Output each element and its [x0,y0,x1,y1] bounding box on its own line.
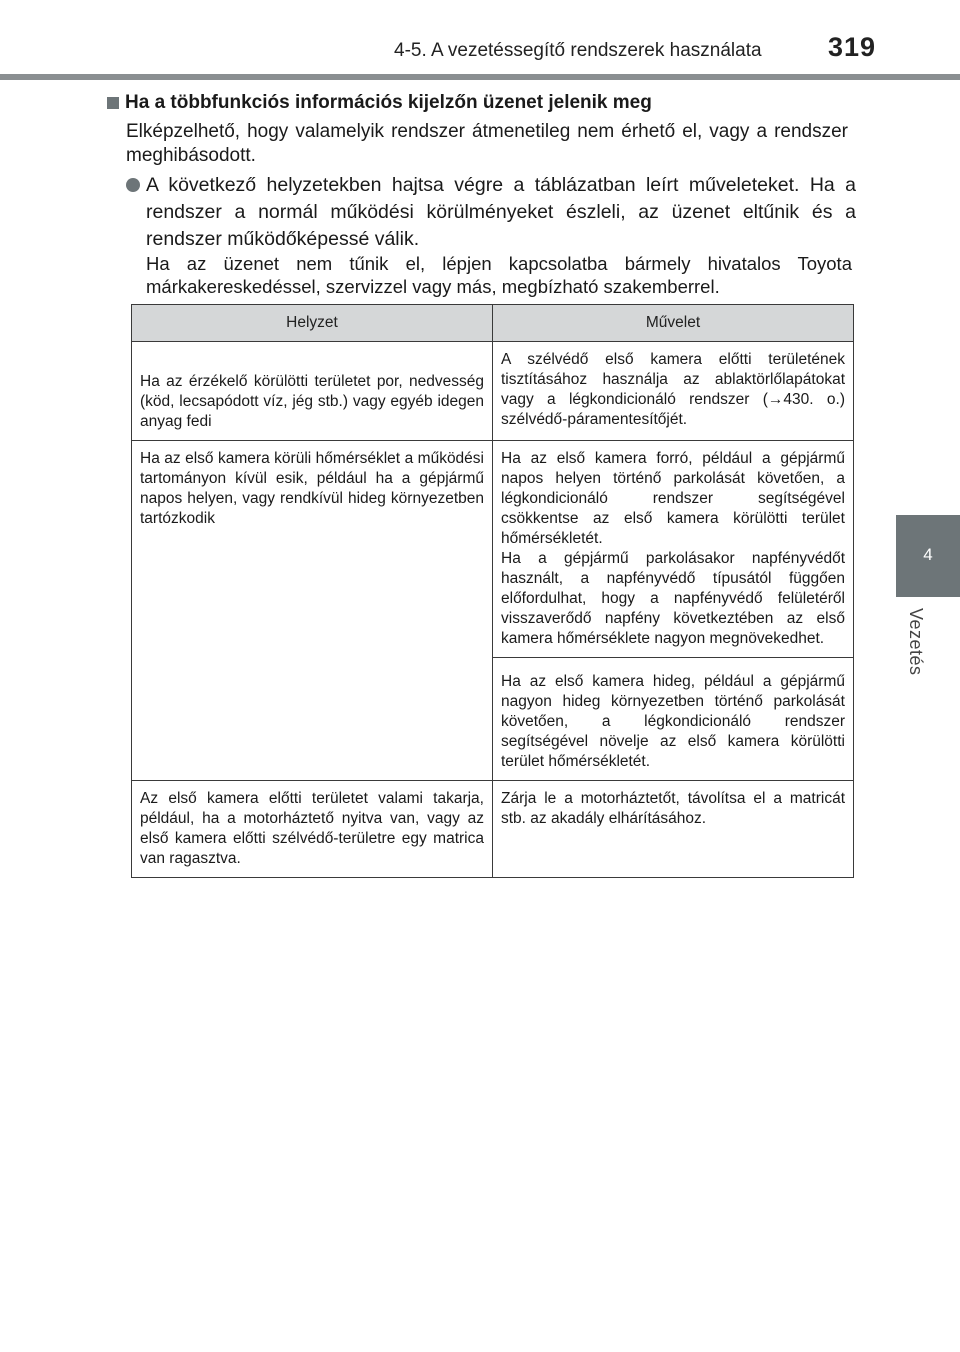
table-row [132,342,854,441]
table-row [132,781,854,878]
section-heading [107,92,652,114]
bullet-paragraph [126,172,856,253]
header-divider [0,74,960,80]
chapter-label: Vezetés [906,608,926,676]
section-heading-text: Ha a többfunkciós információs kijelzőn üzenet jelenik meg [125,92,652,113]
bullet-text: A következő helyzetekben hajtsa végre a táblázatban leírt műveleteket. Ha a rendszer a normál működési körülményeket észleli, az üzenet eltűnik és a rendszer működőképessé válik. [146,174,856,250]
note-paragraph: Ha az üzenet nem tűnik el, lépjen kapcsolatba bármely hivatalos Toyota márkakereskedéssel, szervizzel vagy más, megbízható szakemberrel. [146,253,852,297]
table-cell-situation: Ha az első kamera körüli hőmérséklet a működési tartományon kívül esik, például ha a gépjármű napos helyen, vagy rendkívül hideg környezetben tartózkodik [132,441,493,781]
intro-paragraph: Elképzelhető, hogy valamelyik rendszer átmenetileg nem érhető el, vagy a rendszer meghibásodott. [126,121,848,166]
column-header-situation: Helyzet [132,305,493,342]
chapter-tab [896,515,960,597]
table-cell-action: Zárja le a motorháztetőt, távolítsa el a matricát stb. az akadály elhárításához. [493,781,854,878]
table-header-row [132,305,854,342]
action-paragraph: Ha a gépjármű parkolásakor napfényvédőt használt, a napfényvédő típusától függően előfordulhat, hogy a napfényvédő felületéről visszaverődő napfény következtében az első kamera hőmérséklete nagyon megnövekedhet. [501,550,845,647]
circle-bullet-icon [126,178,140,192]
column-header-action: Művelet [493,305,854,342]
situation-action-table [131,304,854,878]
page-number: 319 [828,32,877,62]
chapter-number: 4 [923,545,933,564]
square-bullet-icon [107,97,119,109]
table-cell-action: A szélvédő első kamera előtti területének tisztításához használja az ablaktörlőlapátokat vagy a légkondicionáló rendszer (→430. o.) szélvédő-páramentesítőjét. [493,342,854,441]
table-cell-action: Ha az első kamera hideg, például a gépjármű nagyon hideg környezetben történő parkolását követően, a légkondicionáló rendszer segítségével növelje az első kamera körülötti terület hőmérsékletét. [493,658,854,781]
table-cell-situation: Az első kamera előtti területet valami takarja, például, ha a motorháztető nyitva van, vagy az első kamera előtti szélvédő-területre egy matrica van ragasztva. [132,781,493,878]
table-cell-action [493,441,854,658]
header-section-title: 4-5. A vezetéssegítő rendszerek használata [394,40,762,61]
action-paragraph: Ha az első kamera forró, például a gépjármű napos helyen történő parkolását követően, a légkondicionáló rendszer segítségével csökkentse az első kamera körülötti terület hőmérsékletét. [501,450,845,547]
table-row [132,441,854,658]
table-cell-situation: Ha az érzékelő körülötti területet por, nedvesség (köd, lecsapódott víz, jég stb.) vagy egyéb idegen anyag fedi [132,342,493,441]
